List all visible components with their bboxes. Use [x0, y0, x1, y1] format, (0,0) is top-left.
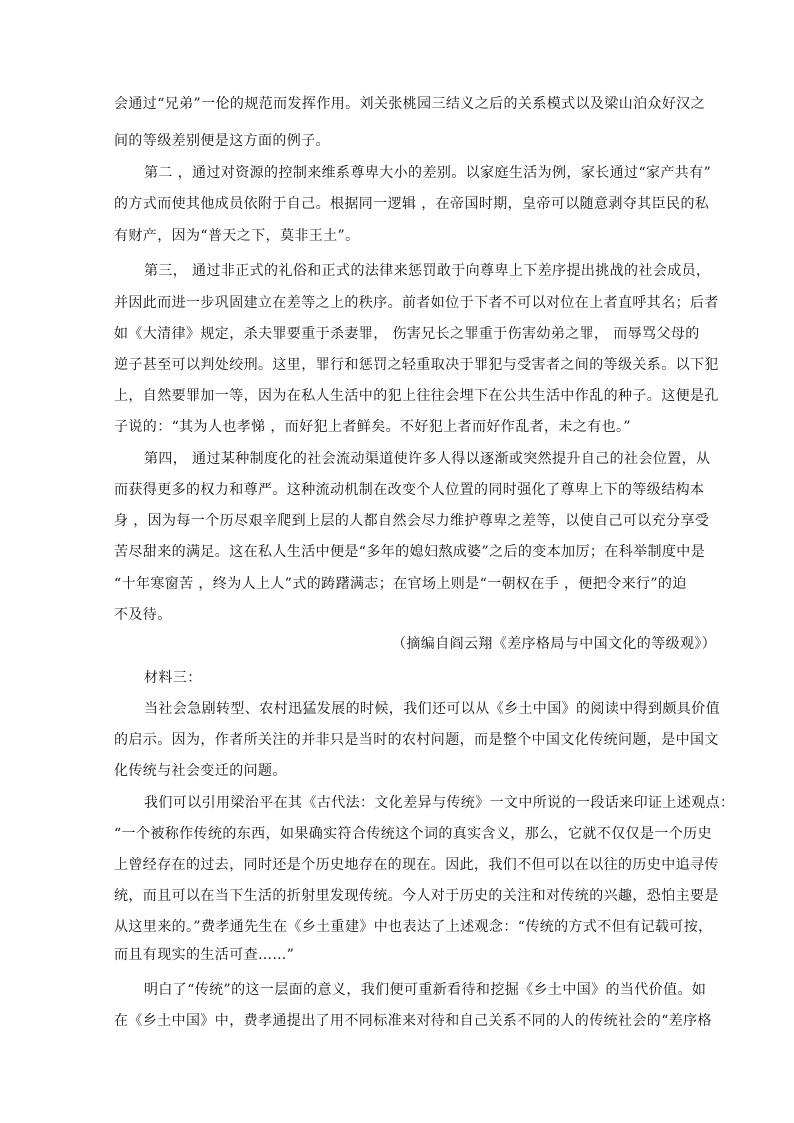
text-line: 不及待。: [114, 607, 172, 623]
paragraph-start-line: 第二 ，通过对资源的控制来维系尊卑大小的差别。以家庭生活为例，家长通过“家产共有”: [144, 165, 712, 181]
text-line: “一个被称作传统的东西，如果确实符合传统这个词的真实含义，那么，它就不仅仅是一个历史: [114, 826, 712, 842]
text-line: 的方式而使其他成员依附于自己。根据同一逻辑 ，在帝国时期，皇帝可以随意剥夺其臣民的私: [114, 196, 710, 212]
text-line: 上曾经存在的过去，同时还是个历史地存在的现在。因此，我们不但可以在以往的历史中追寻传: [114, 857, 719, 873]
source-citation: （摘编自阎云翔《差序格局与中国文化的等级观》）: [392, 636, 717, 652]
paragraph-start-line: 当社会急剧转型、农村迅猛发展的时候，我们还可以从《乡土中国》的阅读中得到颇具价值: [144, 701, 720, 717]
text-line: 如《大清律》规定，杀夫罪要重于杀妻罪， 伤害兄长之罪重于伤害幼弟之罪， 而辱骂父母的: [114, 326, 700, 342]
paragraph-start-line: 明白了“传统”的这一层面的意义，我们便可重新看待和挖掘《乡土中国》的当代价值。如: [144, 982, 707, 998]
text-line: 统，而且可以在当下生活的折射里发现传统。今人对于历史的关注和对传统的兴趣，恐怕主要是: [114, 888, 719, 904]
text-line: 身 ，因为每一个历尽艰辛爬到上层的人都自然会尽力维护尊卑之差等，以使自己可以充分享受: [114, 513, 710, 529]
text-line: 上，自然要罪加一等，因为在私人生活中的犯上往往会埋下在公共生活中作乱的种子。这便是孔: [114, 388, 719, 404]
text-line: 并因此而进一步巩固建立在差等之上的秩序。前者如位于下者不可以对位在上者直呼其名；后者: [114, 295, 719, 311]
text-line: 而且有现实的生活可查……”: [114, 947, 295, 963]
text-line: 子说的：“其为人也孝悌 ，而好犯上者鲜矣。不好犯上者而好作乱者，未之有也。”: [114, 419, 631, 435]
paragraph-start-line: 我们可以引用梁治平在其《古代法：文化差异与传统》一文中所说的一段话来印证上述观点：: [144, 795, 735, 811]
text-line: 间的等级差别便是这方面的例子。: [114, 133, 330, 149]
text-line: 有财产，因为“普天之下，莫非王土”。: [114, 228, 360, 244]
paragraph-start-line: 第三， 通过非正式的礼俗和正式的法律来惩罚敢于向尊卑上下差序提出挑战的社会成员，: [144, 263, 711, 279]
section-heading: 材料三：: [144, 670, 202, 686]
text-line: 逆子甚至可以判处绞刑。这里，罪行和惩罚之轻重取决于罪犯与受害者之间的等级关系。以下犯: [114, 357, 719, 373]
paragraph-start-line: 第四， 通过某种制度化的社会流动渠道使许多人得以逐渐或突然提升自己的社会位置，从: [144, 451, 711, 467]
text-line: 化传统与社会变迁的问题。: [114, 763, 287, 779]
text-line: “十年寒窗苦 ，终为人上人”式的踌躇满志；在官场上则是“一朝权在手 ，便把令来行”的迫: [114, 576, 687, 592]
text-line: 会通过“兄弟”一伦的规范而发挥作用。刘关张桃园三结义之后的关系模式以及梁山泊众好汉之: [114, 96, 706, 112]
text-line: 在《乡土中国》中，费孝通提出了用不同标准来对待和自己关系不同的人的传统社会的“差序格: [114, 1013, 712, 1029]
text-line: 的启示。因为，作者所关注的并非只是当时的农村问题，而是整个中国文化传统问题，是中国文: [114, 732, 719, 748]
text-line: 苦尽甜来的满足。这在私人生活中便是“多年的媳妇熬成婆”之后的变本加厉；在科举制度中是: [114, 544, 706, 560]
text-line: 从这里来的。”费孝通先生在《乡土重建》中也表达了上述观念：“传统的方式不但有记载可按，: [114, 919, 713, 935]
text-line: 而获得更多的权力和尊严。这种流动机制在改变个人位置的同时强化了尊卑上下的等级结构本: [114, 482, 705, 498]
